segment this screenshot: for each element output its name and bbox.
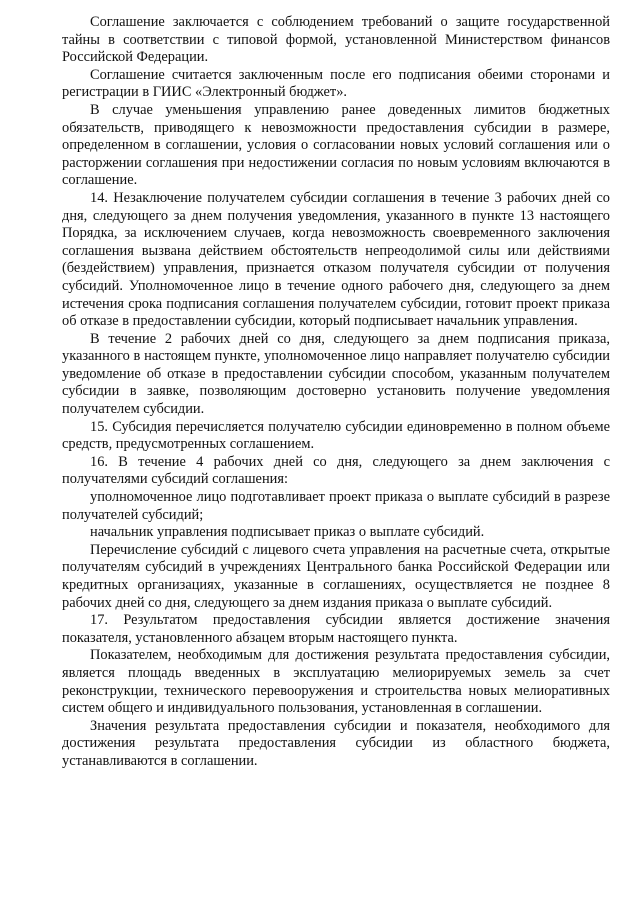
paragraph: 16. В течение 4 рабочих дней со дня, следующего за днем заключения с получателями субсидий соглашения: [62, 453, 610, 488]
paragraph: В течение 2 рабочих дней со дня, следующего за днем подписания приказа, указанного в настоящем пункте, уполномоченное лицо направляет получателю субсидии уведомление об отказе в предоставлении субсидии способом, указанным получателем субсидии в заявке, позволяющим достоверно установить получение уведомления получателем субсидии. [62, 330, 610, 418]
paragraph: начальник управления подписывает приказ о выплате субсидий. [90, 524, 485, 541]
paragraph: уполномоченное лицо подготавливает проект приказа о выплате субсидий в разрезе получателей субсидий; [62, 489, 610, 523]
paragraph: В случае уменьшения управлению ранее доведенных лимитов бюджетных обязательств, приводящего к невозможности предоставления субсидии в размере, определенном в соглашении, условия о согласовании новых условий соглашения или о расторжении соглашения при недостижении согласия по новым условиям включаются в соглашение. [62, 101, 610, 189]
document-page [62, 14, 610, 771]
paragraph: Значения результата предоставления субсидии и показателя, необходимого для достижения результата предоставления субсидии из областного бюджета, устанавливаются в соглашении. [62, 717, 610, 769]
paragraph: Соглашение заключается с соблюдением требований о защите государственной тайны в соответствии с типовой формой, установленной Министерством финансов Российской Федерации. [62, 14, 610, 66]
paragraph: 15. Субсидия перечисляется получателю субсидии единовременно в полном объеме средств, предусмотренных соглашением. [62, 418, 610, 453]
paragraph: Соглашение считается заключенным после его подписания обеими сторонами и регистрации в ГИИС «Электронный бюджет». [62, 66, 610, 101]
paragraph: 17. Результатом предоставления субсидии является достижение значения показателя, установленного абзацем вторым настоящего пункта. [62, 612, 610, 646]
paragraph: 14. Незаключение получателем субсидии соглашения в течение 3 рабочих дней со дня, следующего за днем получения уведомления, указанного в пункте 13 настоящего Порядка, за исключением случаев, когда невозможность своевременного заключения соглашения вызвана действием обстоятельств непреодолимой силы или действиями (бездействием) управления, признается отказом получателя субсидии от получения субсидий. Уполномоченное лицо в течение одного рабочего дня, следующего за днем истечения срока подписания соглашения получателем субсидии, готовит проект приказа об отказе в предоставлении субсидии, который подписывает начальник управления. [62, 189, 610, 330]
paragraph: Перечисление субсидий с лицевого счета управления на расчетные счета, открытые получателям субсидий в учреждениях Центрального банка Российской Федерации или кредитных организациях, указанные в соглашениях, осуществляется не позднее 8 рабочих дней со дня, следующего за днем издания приказа о выплате субсидий. [62, 541, 610, 611]
paragraph: Показателем, необходимым для достижения результата предоставления субсидии, является площадь введенных в эксплуатацию мелиорируемых земель за счет реконструкции, технического перевооружения и строительства новых мелиоративных систем общего и индивидуального пользования, установленная в соглашении. [62, 647, 610, 717]
